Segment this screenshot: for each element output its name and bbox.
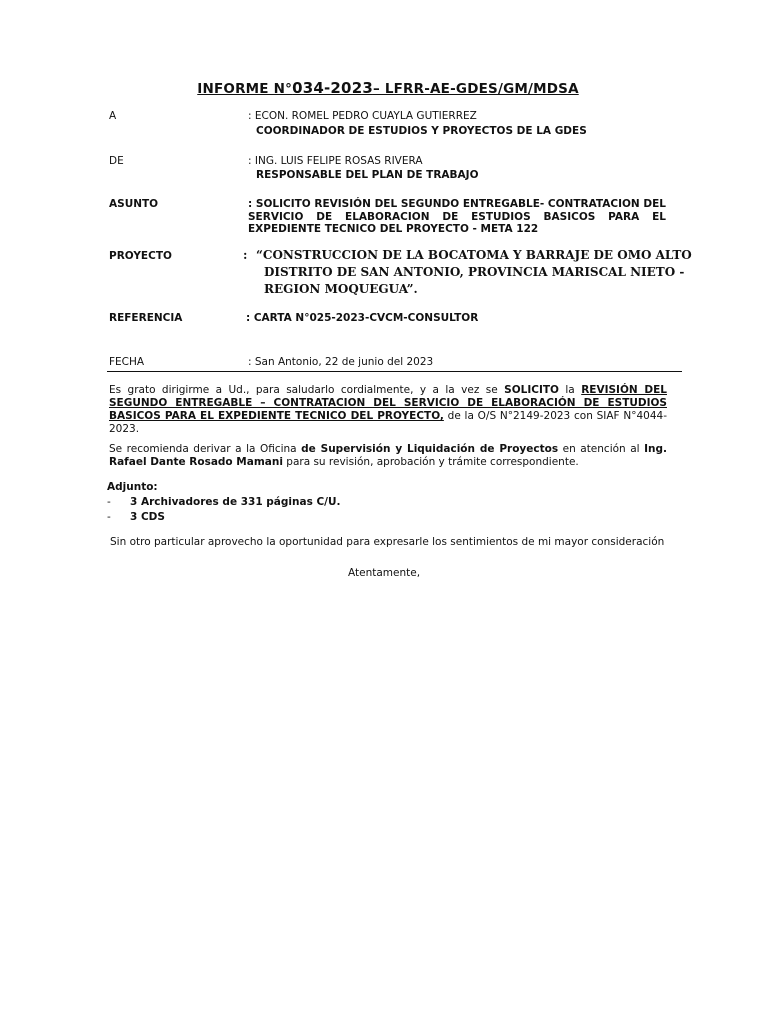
project-line-1: “CONSTRUCCION DE LA BOCATOMA Y BARRAJE DE OMO ALTO: [256, 248, 692, 262]
project-label: PROYECTO: [109, 250, 172, 262]
attachment-item: 3 CDS: [130, 511, 165, 523]
p1-text-a: Es grato dirigirme a Ud., para saludarlo cordialmente, y a la vez se: [109, 384, 505, 396]
p2-text-e: para su revisión, aprobación y trámite correspondiente.: [282, 456, 579, 468]
date-text: : San Antonio, 22 de junio del 2023: [248, 356, 434, 368]
to-label: A: [109, 110, 117, 122]
attachment-bullet: -: [107, 511, 111, 523]
signoff: Atentamente,: [348, 567, 421, 579]
subject-text: : SOLICITO REVISIÓN DEL SEGUNDO ENTREGABLE- CONTRATACION DEL SERVICIO DE ELABORACION DE ESTUDIOS BASICOS PARA EL EXPEDIENTE TECNICO DEL PROYECTO - META 122: [248, 198, 666, 235]
p1-text-e: de la O/S N°2149-2023 con SIAF N°4044- 2023.: [109, 410, 667, 435]
attachment-item: 3 Archivadores de 331 páginas C/U.: [130, 496, 341, 508]
p1-solicito: SOLICITO: [504, 384, 559, 396]
p2-office: de Supervisión y Liquidación de Proyectos: [301, 443, 559, 455]
project-line-3: REGION MOQUEGUA”.: [264, 282, 418, 296]
header-divider: [107, 371, 682, 372]
project-colon: :: [243, 248, 248, 262]
reference-label: REFERENCIA: [109, 312, 183, 324]
to-role: COORDINADOR DE ESTUDIOS Y PROYECTOS DE LA GDES: [256, 125, 587, 137]
p2-text-c: en atención al: [558, 443, 645, 455]
from-label: DE: [109, 155, 124, 167]
title-prefix: INFORME N°: [197, 81, 293, 97]
to-name: : ECON. ROMEL PEDRO CUAYLA GUTIERREZ: [248, 110, 477, 122]
attachment-bullet: -: [107, 496, 111, 508]
title-number: 034-2023: [292, 79, 373, 97]
from-role: RESPONSABLE DEL PLAN DE TRABAJO: [256, 169, 479, 181]
body-paragraph-2: [109, 443, 667, 469]
p1-request-subject: REVISIÓN DEL SEGUNDO ENTREGABLE – CONTRATACION DEL SERVICIO DE ELABORACIÓN DE ESTUDIOS BASICOS PARA EL EXPEDIENTE TECNICO DEL PROYECTO,: [109, 384, 667, 422]
title-suffix: – LFRR-AE-GDES/GM/MDSA: [372, 81, 579, 97]
reference-text: : CARTA N°025-2023-CVCM-CONSULTOR: [246, 312, 479, 324]
closing-line: Sin otro particular aprovecho la oportunidad para expresarle los sentimientos de mi mayor consideración: [110, 536, 665, 548]
project-line-2: DISTRITO DE SAN ANTONIO, PROVINCIA MARISCAL NIETO -: [264, 265, 685, 279]
p1-text-c: la: [558, 384, 582, 396]
body-paragraph-1: [109, 384, 667, 436]
attachments-heading: Adjunto:: [107, 481, 158, 493]
p2-text-a: Se recomienda derivar a la Oficina: [109, 443, 302, 455]
p2-engineer: Ing. Rafael Dante Rosado Mamani: [109, 443, 667, 468]
from-name: : ING. LUIS FELIPE ROSAS RIVERA: [248, 155, 423, 167]
date-label: FECHA: [109, 356, 145, 368]
report-title: [0, 79, 768, 97]
subject-label: ASUNTO: [109, 198, 159, 210]
